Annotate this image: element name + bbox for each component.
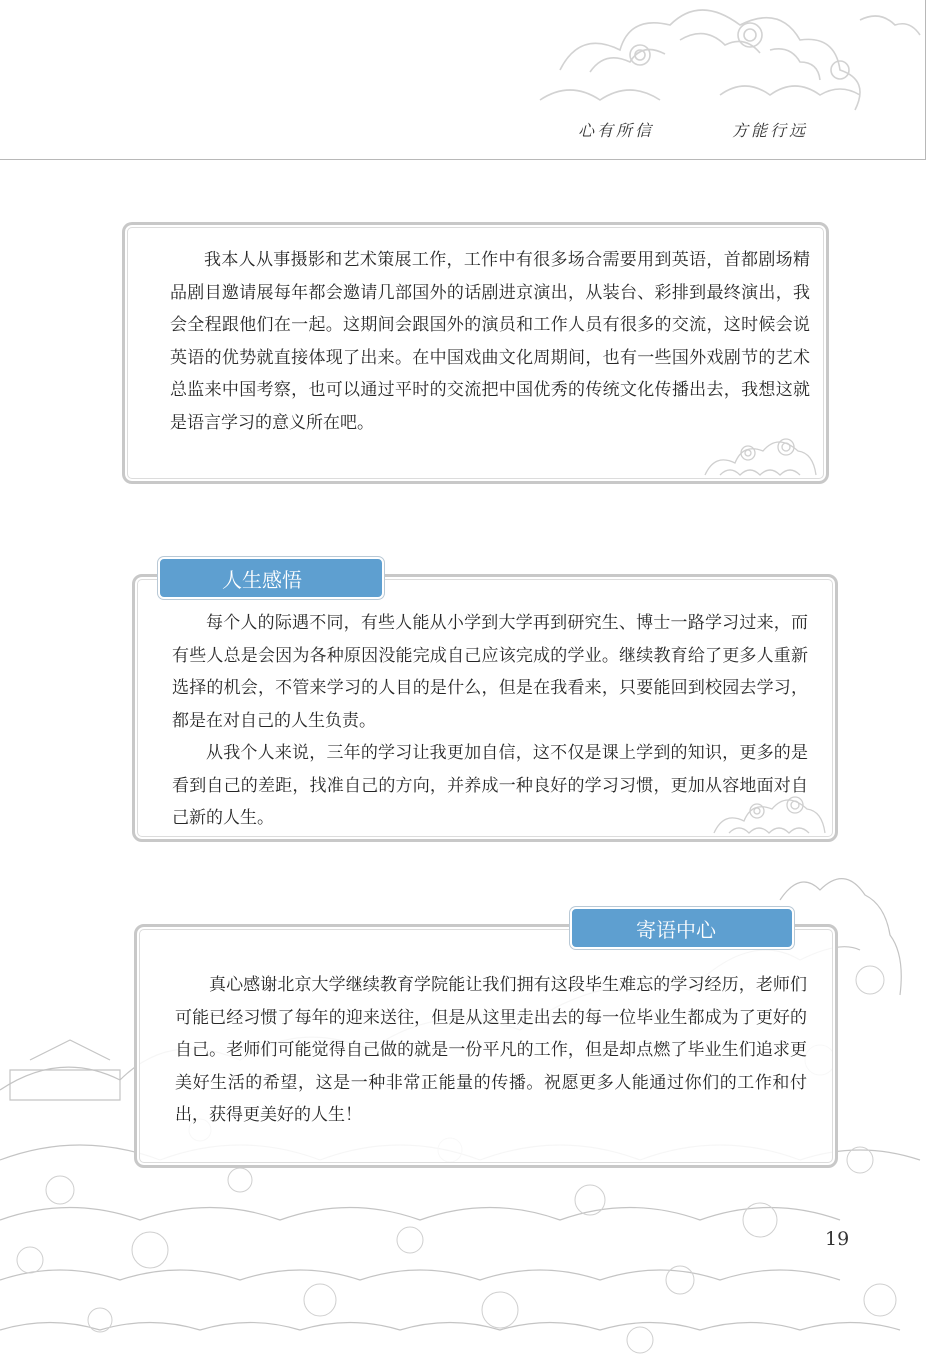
intro-paragraph: 我本人从事摄影和艺术策展工作，工作中有很多场合需要用到英语，首都剧场精品剧目邀请展每年都会邀请几部国外的话剧进京演出，从装台、彩排到最终演出，我会全程跟他们在一起。这期间会跟国外的演员和工作人员有很多的交流，这时候会说英语的优势就直接体现了出来。在中国戏曲文化周期间，也有一些国外戏剧节的艺术总监来中国考察，也可以通过平时的交流把中国优秀的传统文化传播出去，我想这就是语言学习的意义所在吧。	[170, 250, 810, 433]
intro-box	[122, 222, 829, 484]
insight-box	[132, 574, 838, 842]
insight-section-tab: 人生感悟	[158, 557, 384, 599]
message-box	[134, 924, 838, 1168]
message-section-tab: 寄语中心	[570, 907, 794, 949]
cloud-corner-icon	[700, 425, 820, 477]
cloud-corner-icon	[709, 783, 829, 835]
header-motto-left: 心有所信	[578, 121, 655, 140]
header-motto-right: 方能行远	[732, 121, 809, 140]
insight-paragraph-2: 从我个人来说，三年的学习让我更加自信，这不仅是课上学到的知识，更多的是看到自己的差距，找准自己的方向，并养成一种良好的学习习惯，更加从容地面对自己新的人生。	[172, 743, 808, 828]
auspicious-cloud-icon	[520, 0, 925, 125]
page-number: 19	[825, 1228, 850, 1250]
page-header	[0, 0, 926, 160]
message-paragraph: 真心感谢北京大学继续教育学院能让我们拥有这段毕生难忘的学习经历，老师们可能已经习惯了每年的迎来送往，但是从这里走出去的每一位毕业生都成为了更好的自己。老师们可能觉得自己做的就是一份平凡的工作，但是却点燃了毕业生们追求更美好生活的希望，这是一种非常正能量的传播。祝愿更多人能通过你们的工作和付出，获得更美好的人生！	[175, 975, 807, 1125]
insight-paragraph-1: 每个人的际遇不同，有些人能从小学到大学再到研究生、博士一路学习过来，而有些人总是会因为各种原因没能完成自己应该完成的学业。继续教育给了更多人重新选择的机会，不管来学习的人目的是什么，但是在我看来，只要能回到校园去学习，都是在对自己的人生负责。	[172, 613, 808, 731]
